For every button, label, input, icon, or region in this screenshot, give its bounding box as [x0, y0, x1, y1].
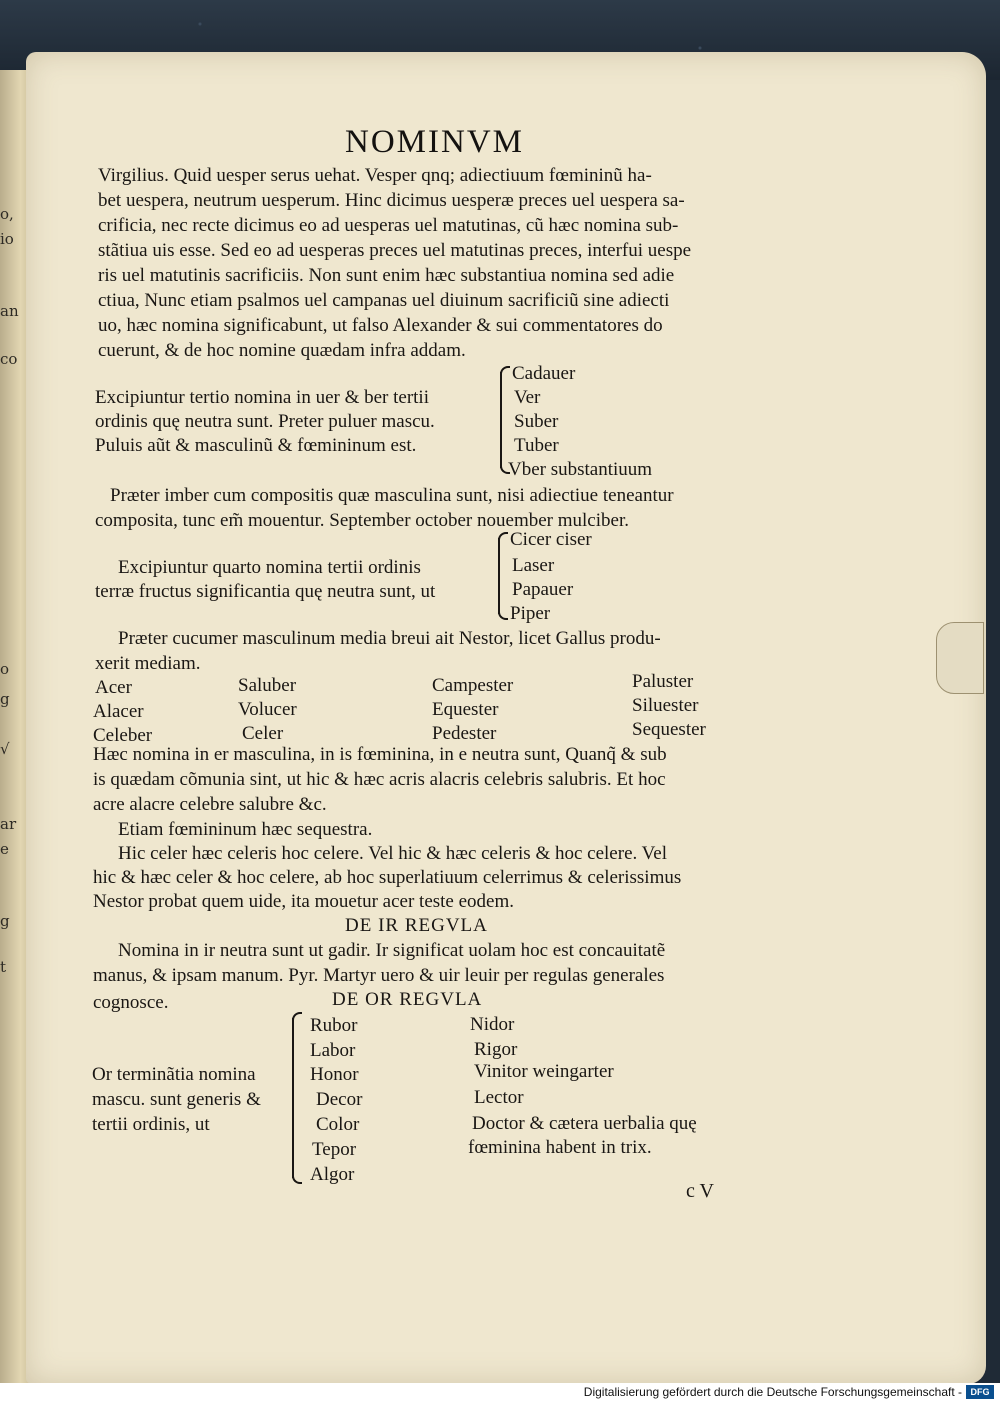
margin-fragment: ar [0, 815, 17, 833]
word-table-cell: Pedester [432, 723, 497, 744]
body-line: crificia, nec recte dicimus eo ad uesperas uel matutinas, cũ hæc nomina sub- [98, 215, 679, 236]
word-table-cell: Campester [432, 675, 514, 696]
or-example-word: Tepor [312, 1139, 357, 1160]
page-heading: NOMINVM [345, 124, 524, 160]
margin-fragment: e [0, 840, 9, 858]
or-example-word: Lector [474, 1087, 524, 1108]
fructus-example-word: Cicer ciser [510, 529, 592, 550]
page-clip-tab [936, 622, 984, 694]
word-table-cell: Equester [432, 699, 499, 720]
ber-example-word: Ver [514, 387, 541, 408]
margin-fragment: co [0, 350, 18, 368]
cucumer-line: xerit mediam. [95, 653, 201, 674]
signature-mark: c V [686, 1180, 714, 1202]
ir-line: manus, & ipsam manum. Pyr. Martyr uero & uir leuir per regulas generales [93, 965, 665, 986]
haec-line: Etiam fœmininum hæc sequestra. [118, 819, 373, 840]
fructus-example-word: Papauer [512, 579, 574, 600]
or-example-word: Rigor [474, 1039, 518, 1060]
body-line: ris uel matutinis sacrificiis. Non sunt enim hæc substantiua nomina sed adie [98, 265, 675, 286]
margin-fragment: √ [0, 740, 10, 758]
funding-notice: Digitalisierung gefördert durch die Deutsche Forschungsgemeinschaft - [583, 1385, 962, 1399]
dfg-logo: DFG [966, 1385, 994, 1399]
word-table-cell: Sequester [632, 719, 706, 740]
fructus-example-word: Laser [512, 555, 555, 576]
word-table-cell: Alacer [93, 701, 144, 722]
or-example-word: Algor [310, 1164, 355, 1185]
section-title-or: DE OR REGVLA [332, 989, 483, 1010]
brace [292, 1018, 294, 1178]
ber-example-word: Tuber [514, 435, 559, 456]
or-example-word: Labor [310, 1040, 356, 1061]
ber-example-word: Vber substantiuum [508, 459, 653, 480]
haec-line: is quædam cõmunia sint, ut hic & hæc acris alacris celebris salubris. Et hoc [93, 769, 666, 790]
section-title-ir: DE IR REGVLA [345, 915, 488, 936]
fructus-example-word: Piper [510, 603, 551, 624]
or-rule-line: tertii ordinis, ut [92, 1114, 210, 1135]
word-table-cell: Celeber [93, 725, 153, 746]
margin-fragment: g [0, 912, 10, 930]
body-line: Virgilius. Quid uesper serus uehat. Vesper qnq; adiectiuum fœmininũ ha- [98, 165, 652, 186]
word-table-cell: Siluester [632, 695, 699, 716]
brace [498, 538, 500, 614]
margin-fragment: io [0, 230, 14, 248]
or-example-word: Vinitor weingarter [474, 1061, 614, 1082]
imber-line: Præter imber cum compositis quæ masculina sunt, nisi adiectiue teneantur [110, 485, 674, 506]
or-rule-line: Or terminãtia nomina [92, 1064, 256, 1085]
word-table-cell: Celer [242, 723, 284, 744]
margin-fragment: o [0, 660, 10, 678]
ber-rule-line: Puluis aũt & masculinũ & fœmininum est. [95, 435, 417, 456]
body-line: uo, hæc nomina significabunt, ut falso Alexander & sui commentatores do [98, 315, 663, 336]
body-line: cuerunt, & de hoc nomine quædam infra addam. [98, 340, 466, 361]
fructus-rule-line: Excipiuntur quarto nomina tertii ordinis [118, 557, 421, 578]
ber-rule-line: Excipiuntur tertio nomina in uer & ber tertii [95, 387, 429, 408]
ber-example-word: Cadauer [512, 363, 576, 384]
or-example-word: Decor [316, 1089, 363, 1110]
or-example-word: Honor [310, 1064, 359, 1085]
ber-example-word: Suber [514, 411, 559, 432]
margin-fragment: g [0, 690, 10, 708]
haec-line: Hic celer hæc celeris hoc celere. Vel hic & hæc celeris & hoc celere. Vel [118, 843, 667, 864]
fructus-rule-line: terræ fructus significantia quę neutra sunt, ut [95, 581, 436, 602]
word-table-cell: Saluber [238, 675, 297, 696]
or-example-word: fœminina habent in trix. [468, 1137, 652, 1158]
or-example-word: Nidor [470, 1014, 515, 1035]
or-example-word: Color [316, 1114, 360, 1135]
or-example-word: Rubor [310, 1015, 358, 1036]
ber-rule-line: ordinis quę neutra sunt. Preter puluer mascu. [95, 411, 435, 432]
haec-line: acre alacre celebre salubre &c. [93, 794, 327, 815]
or-rule-line: mascu. sunt generis & [92, 1089, 261, 1110]
ir-line: cognosce. [93, 992, 169, 1013]
word-table-cell: Volucer [238, 699, 297, 720]
body-line: bet uespera, neutrum uesperum. Hinc dicimus uesperæ preces uel uespera sa- [98, 190, 685, 211]
haec-line: Nestor probat quem uide, ita mouetur acer teste eodem. [93, 891, 515, 912]
ir-line: Nomina in ir neutra sunt ut gadir. Ir significat uolam hoc est concauitatẽ [118, 940, 666, 961]
footer-bar [0, 1383, 1000, 1402]
body-line: stãtiua uis esse. Sed eo ad uesperas preces uel matutinas preces, interfui uespe [98, 240, 692, 261]
imber-line: composita, tunc em̃ mouentur. September october nouember mulciber. [95, 510, 629, 531]
margin-fragment: o, [0, 205, 14, 223]
or-example-word: Doctor & cætera uerbalia quę [472, 1113, 697, 1134]
brace [500, 372, 502, 468]
haec-line: Hæc nomina in er masculina, in is fœminina, in e neutra sunt, Quanq̃ & sub [93, 744, 667, 765]
haec-line: hic & hæc celer & hoc celere, ab hoc superlatiuum celerrimus & celerissimus [93, 867, 682, 888]
word-table-cell: Acer [95, 677, 132, 698]
cucumer-line: Præter cucumer masculinum media breui ait Nestor, licet Gallus produ- [118, 628, 661, 649]
word-table-cell: Paluster [632, 671, 694, 692]
margin-fragment: an [0, 302, 19, 320]
margin-fragment: t [0, 958, 7, 976]
body-line: ctiua, Nunc etiam psalmos uel campanas uel diuinum sacrificiũ sine adiecti [98, 290, 670, 311]
